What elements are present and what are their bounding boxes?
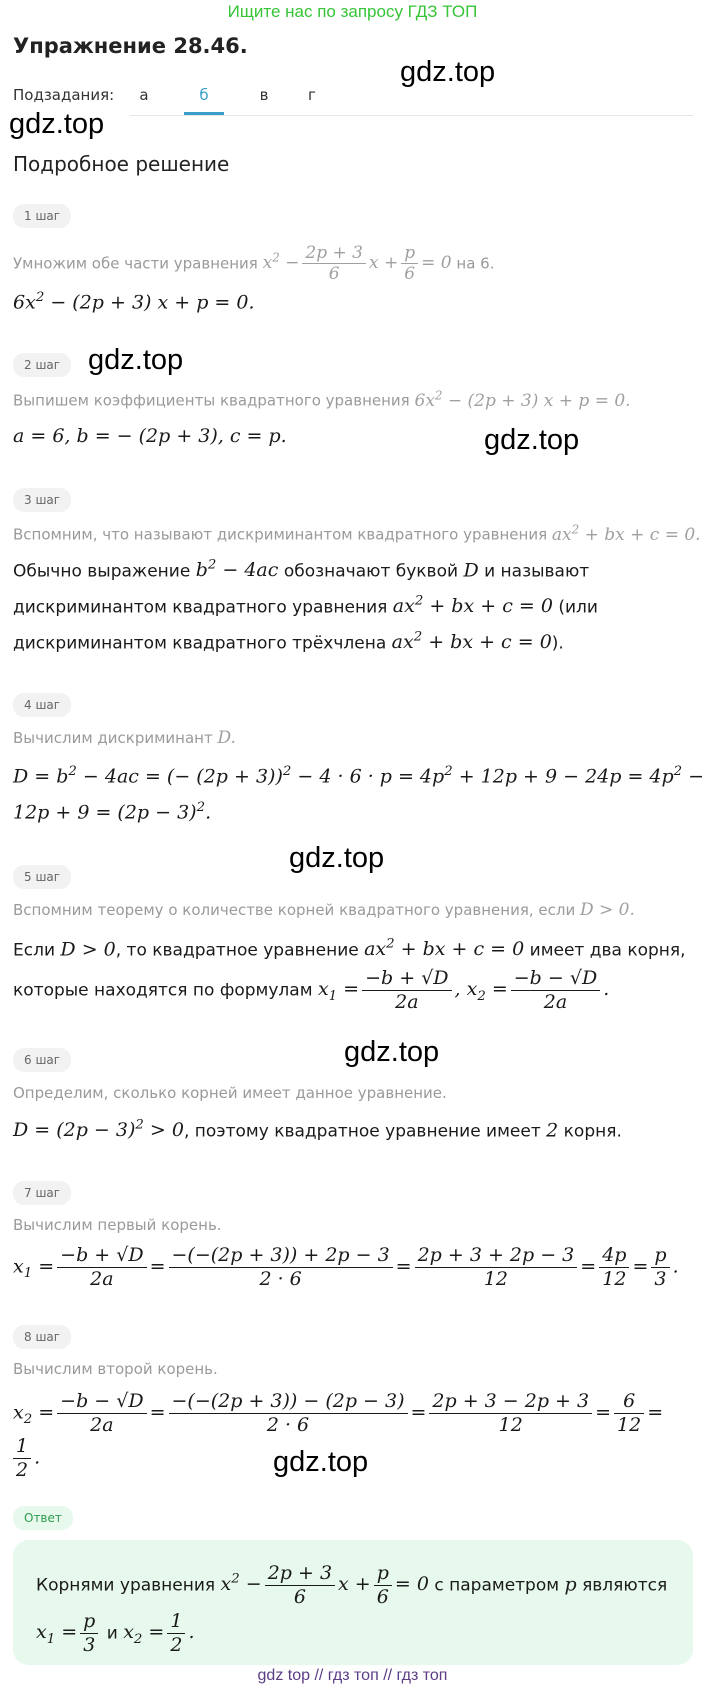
paragraph: $D = (2p - 3)^2 > 0$, поэтому квадратное уравнение имеет 2 корня. <box>13 1118 622 1142</box>
watermark: gdz.top <box>273 1446 369 1478</box>
formula: $12p + 9 = (2p - 3)^2$. <box>13 800 212 824</box>
tab-b[interactable]: б <box>199 86 209 104</box>
section-title: Подробное решение <box>13 152 230 176</box>
subtasks-divider <box>130 115 693 116</box>
step-badge: 2 шаг <box>13 353 71 377</box>
step-badge: 4 шаг <box>13 693 71 717</box>
tab-g[interactable]: г <box>308 86 316 104</box>
step-hint: Умножим обе части уравнения $x^2$ − $\frac{2p + 3}{6}$ x + $\frac{p}{6}$ = 0 на 6. <box>13 243 495 285</box>
watermark: gdz.top <box>484 424 580 456</box>
paragraph: Если D > 0, то квадратное уравнение $ax^2$ + bx + c = 0 имеет два корня, <box>13 937 686 961</box>
step-hint: Вычислим первый корень. <box>13 1216 222 1234</box>
watermark: gdz.top <box>344 1036 440 1068</box>
paragraph: дискриминантом квадратного уравнения $ax^2$ + bx + c = 0 (или <box>13 594 598 618</box>
watermark: gdz.top <box>289 842 385 874</box>
subtasks-label: Подзадания: <box>13 86 115 104</box>
step-hint: Вспомним, что называют дискриминантом квадратного уравнения $ax^2$ + bx + c = 0. <box>13 522 701 545</box>
answer-text: Корнями уравнения $x^2$ − $\frac{2p + 3}{6}$ x + $\frac{p}{6}$ = 0 с параметром p являются <box>36 1562 668 1608</box>
tab-a[interactable]: а <box>139 86 149 104</box>
tab-v[interactable]: в <box>259 86 269 104</box>
step-hint: Вычислим второй корень. <box>13 1360 218 1378</box>
paragraph: Обычно выражение $b^2 - 4ac$ обозначают буквой D и называют <box>13 558 590 582</box>
step-hint: Определим, сколько корней имеет данное уравнение. <box>13 1084 447 1102</box>
paragraph: которые находятся по формулам $x_1$ = $\frac{-b + √D}{2a}$ , $x_2$ = $\frac{-b - √D}{2a}$ . <box>13 967 610 1013</box>
step-badge: 6 шаг <box>13 1048 71 1072</box>
formula: $D = b^2 - 4ac$ = (− $(2p + 3))^2 - 4 \cdot 6 \cdot p = 4p^2 + 12p + 9 - 24p = 4p^2$ − <box>13 764 705 788</box>
watermark: gdz.top <box>88 344 184 376</box>
step-badge: 1 шаг <box>13 204 71 228</box>
formula: a = 6, b = − (2p + 3), c = p. <box>13 425 287 447</box>
top-banner[interactable]: Ищите нас по запросу ГДЗ ТОП <box>227 2 478 21</box>
formula: $\frac{1}{2}$ . <box>13 1435 40 1482</box>
step-badge: 7 шаг <box>13 1181 71 1205</box>
formula: $x_1$ = $\frac{-b + √D}{2a}$ = $\frac{-(-(2p + 3)) + 2p - 3}{2 \cdot 6}$ = $\frac{2p + 3 + 2p - 3}{12}$ = $\frac{4p}{12}$ = $\frac{p}{3}$ . <box>13 1244 679 1290</box>
active-tab-indicator <box>184 112 224 115</box>
paragraph: дискриминантом квадратного трёхчлена $ax^2$ + bx + c = 0). <box>13 630 564 654</box>
answer-text: $x_1$ = $\frac{p}{3}$ и $x_2$ = $\frac{1}{2}$ . <box>36 1610 195 1656</box>
step-hint: Вспомним теорему о количестве корней квадратного уравнения, если D > 0. <box>13 900 635 920</box>
step-badge: 3 шаг <box>13 488 71 512</box>
step-hint: Вычислим дискриминант D. <box>13 728 236 748</box>
page-title: Упражнение 28.46. <box>13 34 248 58</box>
watermark: gdz.top <box>400 56 496 88</box>
step-hint: Выпишем коэффициенты квадратного уравнения $6x^2 - (2p + 3) x + p = 0$. <box>13 388 631 411</box>
answer-badge: Ответ <box>13 1506 73 1530</box>
step-badge: 5 шаг <box>13 865 71 889</box>
footer-links[interactable]: gdz top // гдз топ // гдз топ <box>257 1667 448 1684</box>
step-badge: 8 шаг <box>13 1325 71 1349</box>
formula: $x_2$ = $\frac{-b - √D}{2a}$ = $\frac{-(-(2p + 3)) - (2p - 3)}{2 \cdot 6}$ = $\frac{2p + 3 - 2p + 3}{12}$ = $\frac{6}{12}$ = <box>13 1390 664 1436</box>
formula: $6x^2 - (2p + 3) x + p = 0$. <box>13 290 255 314</box>
watermark: gdz.top <box>9 108 105 140</box>
